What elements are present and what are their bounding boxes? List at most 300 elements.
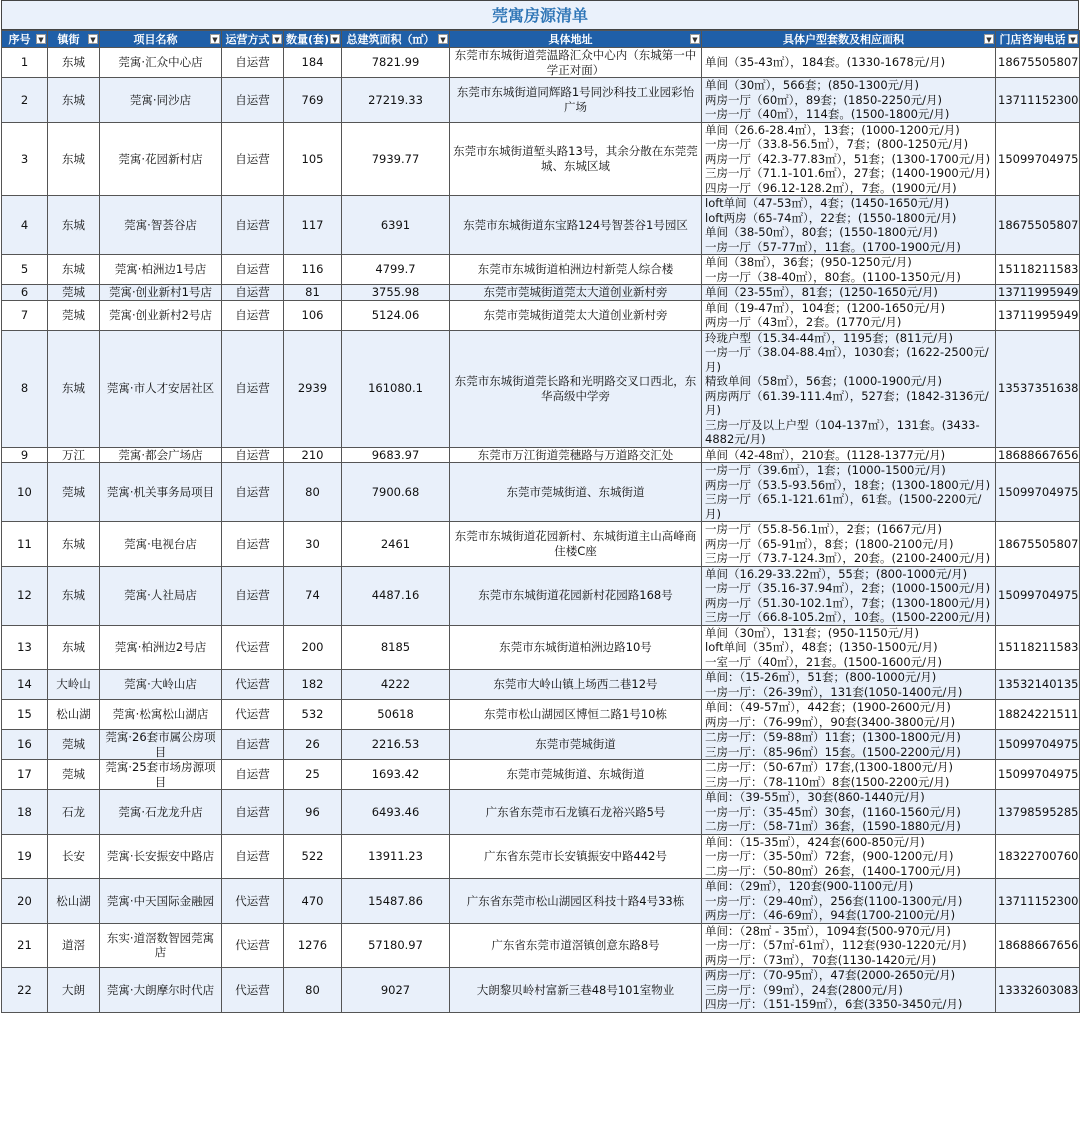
header-town[interactable]: 镇街 ▼ (48, 31, 100, 48)
detail-line: 单间（30㎡），131套；(950-1150元/月) (705, 625, 920, 640)
cell-area: 27219.33 (342, 78, 450, 123)
cell-qty: 210 (284, 447, 342, 463)
cell-qty: 80 (284, 968, 342, 1013)
cell-details (702, 78, 996, 123)
cell-town: 道滘 (48, 923, 100, 968)
cell-name: 莞寓·大岭山店 (100, 670, 222, 700)
detail-line: 两房一厅：（73㎡），70套(1130-1420元/月) (705, 952, 937, 967)
cell-mode: 自运营 (222, 463, 284, 522)
cell-town: 东城 (48, 122, 100, 196)
table-row (2, 48, 1080, 78)
detail-line: 三房一厅（73.7-124.3㎡），20套。(2100-2400元/月) (705, 551, 991, 565)
cell-mode: 自运营 (222, 790, 284, 835)
cell-qty: 26 (284, 730, 342, 760)
table-row (2, 760, 1080, 790)
detail-line: 三房一厅（71.1-101.6㎡），27套；(1400-1900元/月) (705, 166, 991, 180)
detail-line: 单间（19-47㎡），104套；(1200-1650元/月) (705, 300, 946, 315)
detail-line: 两房两厅（61.39-111.4㎡），527套；(1842-3136元/ (705, 388, 989, 403)
cell-town: 东城 (48, 625, 100, 670)
cell-mode: 自运营 (222, 760, 284, 790)
cell-town: 东城 (48, 196, 100, 255)
detail-line: 两房一厅（60㎡），89套；(1850-2250元/月) (705, 92, 943, 107)
table-row (2, 923, 1080, 968)
cell-phone: 13537351638 (996, 330, 1080, 447)
table-row (2, 790, 1080, 835)
cell-name: 莞寓·市人才安居社区 (100, 330, 222, 447)
cell-details (702, 790, 996, 835)
cell-area: 15487.86 (342, 879, 450, 924)
detail-line: 月) (705, 359, 721, 374)
cell-name: 莞寓·都会广场店 (100, 447, 222, 463)
cell-qty: 105 (284, 122, 342, 196)
cell-address: 东莞市东城街道同辉路1号同沙科技工业园彩怡广场 (450, 78, 702, 123)
detail-line: 月) (705, 403, 721, 417)
table-row (2, 447, 1080, 463)
cell-name: 莞寓·石龙龙升店 (100, 790, 222, 835)
cell-no: 13 (2, 625, 48, 670)
header-details[interactable]: 具体户型套数及相应面积 ▼ (702, 31, 996, 48)
detail-line: 单间（42-48㎡），210套。(1128-1377元/月) (705, 447, 946, 462)
cell-details (702, 463, 996, 522)
detail-line: 二房一厅：（50-80㎡）26套，(1400-1700元/月) (705, 863, 961, 878)
cell-qty: 2939 (284, 330, 342, 447)
cell-mode: 自运营 (222, 730, 284, 760)
header-address[interactable]: 具体地址 ▼ (450, 31, 702, 48)
cell-phone: 18675505807 (996, 522, 1080, 567)
cell-qty: 96 (284, 790, 342, 835)
header-qty[interactable]: 数量(套) ▼ (284, 31, 342, 48)
detail-line: 两房一厅（65-91㎡），8套；(1800-2100元/月) (705, 536, 954, 551)
detail-line: 玲珑户型（15.34-44㎡），1195套；(811元/月) (705, 330, 954, 345)
cell-area: 9027 (342, 968, 450, 1013)
cell-phone: 13711995949 (996, 285, 1080, 301)
cell-mode: 自运营 (222, 255, 284, 285)
cell-name: 莞寓·人社局店 (100, 566, 222, 625)
table-row (2, 255, 1080, 285)
detail-line: 一房一厅：（57㎡-61㎡），112套(930-1220元/月) (705, 938, 967, 952)
detail-line: 两房一厅：（70-95㎡），47套(2000-2650元/月) (705, 968, 956, 982)
cell-qty: 80 (284, 463, 342, 522)
cell-address: 东莞市东城街道花园新村花园路168号 (450, 566, 702, 625)
detail-line: 一房一厅（55.8-56.1㎡），2套；(1667元/月) (705, 522, 943, 536)
header-phone[interactable]: 门店咨询电话 ▼ (996, 31, 1080, 48)
cell-town: 莞城 (48, 463, 100, 522)
cell-no: 12 (2, 566, 48, 625)
table-row (2, 522, 1080, 567)
cell-details (702, 122, 996, 196)
cell-name: 莞寓·创业新村1号店 (100, 285, 222, 301)
table-row (2, 879, 1080, 924)
cell-town: 东城 (48, 78, 100, 123)
cell-no: 8 (2, 330, 48, 447)
cell-mode: 自运营 (222, 447, 284, 463)
detail-line: 单间（38㎡），36套；(950-1250元/月) (705, 255, 912, 269)
cell-no: 9 (2, 447, 48, 463)
cell-area: 6391 (342, 196, 450, 255)
cell-name: 莞寓·松寓松山湖店 (100, 700, 222, 730)
cell-address: 东莞市东城街道花园新村、东城街道主山高峰商住楼C座 (450, 522, 702, 567)
detail-line: 一房一厅（57-77㎡），11套。(1700-1900元/月) (705, 239, 961, 254)
filter-dropdown-icon[interactable]: ▼ (1068, 34, 1078, 44)
cell-no: 17 (2, 760, 48, 790)
cell-address: 广东省东莞市石龙镇石龙裕兴路5号 (450, 790, 702, 835)
detail-line: 二房一厅：（59-88㎡）11套；(1300-1800元/月) (705, 730, 961, 744)
cell-area: 50618 (342, 700, 450, 730)
cell-address: 广东省东莞市道滘镇创意东路8号 (450, 923, 702, 968)
cell-area: 161080.1 (342, 330, 450, 447)
detail-line: 单间：（15-26㎡），51套；(800-1000元/月) (705, 670, 937, 684)
cell-details (702, 255, 996, 285)
cell-qty: 1276 (284, 923, 342, 968)
detail-line: 单间（35-43㎡），184套。(1330-1678元/月) (705, 55, 946, 70)
page-title: 莞寓房源清单 (1, 0, 1079, 30)
cell-name: 莞寓·智荟谷店 (100, 196, 222, 255)
filter-dropdown-icon[interactable]: ▼ (272, 34, 282, 44)
cell-mode: 自运营 (222, 330, 284, 447)
cell-town: 万江 (48, 447, 100, 463)
detail-line: 单间（16.29-33.22㎡），55套；(800-1000元/月) (705, 566, 968, 581)
table-row (2, 730, 1080, 760)
detail-line: 两房一厅：（46-69㎡），94套(1700-2100元/月) (705, 908, 956, 922)
cell-qty: 30 (284, 522, 342, 567)
filter-dropdown-icon[interactable]: ▼ (690, 34, 700, 44)
table-row (2, 463, 1080, 522)
cell-address: 东莞市万江街道莞穗路与万道路交汇处 (450, 447, 702, 463)
table-row (2, 566, 1080, 625)
cell-town: 莞城 (48, 285, 100, 301)
cell-address: 东莞市大岭山镇上场西二巷12号 (450, 670, 702, 700)
cell-area: 3755.98 (342, 285, 450, 301)
cell-mode: 自运营 (222, 566, 284, 625)
cell-town: 东城 (48, 522, 100, 567)
cell-qty: 200 (284, 625, 342, 670)
detail-line: 三房一厅（66.8-105.2㎡），10套。(1500-2200元/月) (705, 610, 991, 624)
cell-name: 莞寓·机关事务局项目 (100, 463, 222, 522)
cell-name: 东实·道滘数智园莞寓店 (100, 923, 222, 968)
cell-no: 2 (2, 78, 48, 123)
header-row (2, 31, 1080, 48)
cell-mode: 代运营 (222, 968, 284, 1013)
detail-line: loft单间（47-53㎡），4套；(1450-1650元/月) (705, 196, 950, 210)
detail-line: 三房一厅：（78-110㎡）8套(1500-2200元/月) (705, 774, 950, 789)
detail-line: 单间：（15-35㎡），424套(600-850元/月) (705, 834, 925, 849)
cell-qty: 116 (284, 255, 342, 285)
cell-name: 莞寓·26套市属公房项目 (100, 730, 222, 760)
cell-no: 16 (2, 730, 48, 760)
cell-details (702, 522, 996, 567)
cell-area: 1693.42 (342, 760, 450, 790)
cell-phone: 15099704975 (996, 730, 1080, 760)
cell-details (702, 670, 996, 700)
cell-details (702, 760, 996, 790)
table-row (2, 625, 1080, 670)
detail-line: 两房一厅（43㎡），2套。(1770元/月) (705, 315, 902, 329)
cell-no: 10 (2, 463, 48, 522)
detail-line: 一房一厅：（35-45㎡）30套，(1160-1560元/月) (705, 804, 961, 819)
cell-address: 东莞市东城街道东宝路124号智荟谷1号园区 (450, 196, 702, 255)
detail-line: 一房一厅：（26-39㎡），131套(1050-1400元/月) (705, 684, 963, 699)
cell-details (702, 879, 996, 924)
cell-name: 莞寓·柏洲边2号店 (100, 625, 222, 670)
cell-area: 5124.06 (342, 300, 450, 330)
header-no[interactable]: 序号 ▼ (2, 31, 48, 48)
table-row (2, 330, 1080, 447)
cell-mode: 自运营 (222, 834, 284, 879)
cell-qty: 522 (284, 834, 342, 879)
cell-phone: 13711152300 (996, 879, 1080, 924)
detail-line: loft单间（35㎡），48套；(1350-1500元/月) (705, 640, 938, 654)
filter-dropdown-icon[interactable]: ▼ (330, 34, 340, 44)
cell-address: 东莞市东城街道莞长路和光明路交叉口西北，东华高级中学旁 (450, 330, 702, 447)
cell-no: 22 (2, 968, 48, 1013)
detail-line: 四房一厅（96.12-128.2㎡），7套。(1900元/月) (705, 180, 957, 195)
detail-line: 单间（30㎡），566套；(850-1300元/月) (705, 78, 920, 92)
cell-area: 9683.97 (342, 447, 450, 463)
cell-details (702, 48, 996, 78)
detail-line: 一房一厅（38-40㎡），80套。(1100-1350元/月) (705, 269, 961, 284)
cell-name: 莞寓·长安振安中路店 (100, 834, 222, 879)
cell-mode: 自运营 (222, 522, 284, 567)
cell-qty: 182 (284, 670, 342, 700)
cell-mode: 代运营 (222, 625, 284, 670)
table-row (2, 834, 1080, 879)
detail-line: 一房一厅（38.04-88.4㎡），1030套；(1622-2500元/ (705, 345, 989, 359)
cell-details (702, 330, 996, 447)
cell-mode: 自运营 (222, 78, 284, 123)
detail-line: 两房一厅（42.3-77.83㎡），51套；(1300-1700元/月) (705, 151, 991, 166)
cell-phone: 15099704975 (996, 463, 1080, 522)
cell-name: 莞寓·大朗摩尔时代店 (100, 968, 222, 1013)
cell-address: 大朗黎贝岭村富新三巷48号101室物业 (450, 968, 702, 1013)
cell-phone: 15099704975 (996, 566, 1080, 625)
cell-no: 18 (2, 790, 48, 835)
detail-line: 一室一厅（40㎡），21套。(1500-1600元/月) (705, 654, 943, 669)
cell-details (702, 625, 996, 670)
cell-name: 莞寓·中天国际金融园 (100, 879, 222, 924)
cell-phone: 13711995949 (996, 300, 1080, 330)
cell-phone: 18675505807 (996, 48, 1080, 78)
cell-no: 3 (2, 122, 48, 196)
housing-table (1, 30, 1080, 1013)
cell-no: 7 (2, 300, 48, 330)
cell-town: 莞城 (48, 300, 100, 330)
detail-line: 单间：（39-55㎡），30套(860-1440元/月) (705, 790, 925, 804)
cell-mode: 自运营 (222, 300, 284, 330)
cell-area: 7821.99 (342, 48, 450, 78)
detail-line: 单间（23-55㎡），81套；(1250-1650元/月) (705, 285, 938, 299)
cell-address: 东莞市莞城街道、东城街道 (450, 760, 702, 790)
cell-details (702, 700, 996, 730)
cell-phone: 15099704975 (996, 122, 1080, 196)
detail-line: 一房一厅：（29-40㎡），256套(1100-1300元/月) (705, 893, 963, 908)
cell-qty: 470 (284, 879, 342, 924)
table-row (2, 122, 1080, 196)
filter-dropdown-icon[interactable]: ▼ (984, 34, 994, 44)
cell-details (702, 923, 996, 968)
cell-no: 1 (2, 48, 48, 78)
cell-qty: 25 (284, 760, 342, 790)
cell-town: 石龙 (48, 790, 100, 835)
cell-phone: 13711152300 (996, 78, 1080, 123)
detail-line: 一房一厅：（35-50㎡）72套，(900-1200元/月) (705, 849, 954, 863)
header-name[interactable]: 项目名称 ▼ (100, 31, 222, 48)
cell-no: 21 (2, 923, 48, 968)
cell-town: 莞城 (48, 760, 100, 790)
cell-qty: 117 (284, 196, 342, 255)
detail-line: 单间（26.6-28.4㎡），13套；(1000-1200元/月) (705, 122, 960, 137)
cell-phone: 18322700760 (996, 834, 1080, 879)
cell-phone: 15118211583 (996, 255, 1080, 285)
header-area[interactable]: 总建筑面积（㎡） ▼ (342, 31, 450, 48)
cell-town: 松山湖 (48, 700, 100, 730)
cell-address: 广东省东莞市长安镇振安中路442号 (450, 834, 702, 879)
cell-address: 东莞市松山湖园区博恒二路1号10栋 (450, 700, 702, 730)
cell-qty: 532 (284, 700, 342, 730)
detail-line: 三房一厅：（99㎡），24套(2800元/月) (705, 982, 903, 997)
detail-line: 两房一厅：（76-99㎡），90套(3400-3800元/月) (705, 714, 956, 729)
detail-line: 二房一厅：（50-67㎡）17套,(1300-1800元/月) (705, 760, 953, 774)
cell-address: 广东省东莞市松山湖园区科技十路4号33栋 (450, 879, 702, 924)
cell-phone: 15118211583 (996, 625, 1080, 670)
cell-town: 莞城 (48, 730, 100, 760)
table-row (2, 196, 1080, 255)
cell-area: 2461 (342, 522, 450, 567)
cell-details (702, 300, 996, 330)
detail-line: 单间：（28㎡ - 35㎡），1094套(500-970元/月) (705, 923, 951, 938)
cell-address: 东莞市莞城街道莞太大道创业新村旁 (450, 285, 702, 301)
detail-line: loft两房（65-74㎡），22套；(1550-1800元/月) (705, 210, 957, 225)
cell-area: 4222 (342, 670, 450, 700)
cell-name: 莞寓·柏洲边1号店 (100, 255, 222, 285)
cell-mode: 自运营 (222, 196, 284, 255)
detail-line: 两房一厅（51.30-102.1㎡），7套；(1300-1800元/月) (705, 595, 991, 610)
table-row (2, 285, 1080, 301)
table-row (2, 968, 1080, 1013)
table-row (2, 700, 1080, 730)
cell-name: 莞寓·花园新村店 (100, 122, 222, 196)
cell-mode: 代运营 (222, 700, 284, 730)
cell-address: 东莞市莞城街道、东城街道 (450, 463, 702, 522)
cell-details (702, 834, 996, 879)
cell-address: 东莞市莞城街道莞太大道创业新村旁 (450, 300, 702, 330)
cell-town: 长安 (48, 834, 100, 879)
cell-qty: 74 (284, 566, 342, 625)
cell-qty: 81 (284, 285, 342, 301)
cell-phone: 18688667656 (996, 447, 1080, 463)
table-row (2, 300, 1080, 330)
cell-phone: 13532140135 (996, 670, 1080, 700)
cell-phone: 13332603083 (996, 968, 1080, 1013)
cell-no: 11 (2, 522, 48, 567)
cell-area: 13911.23 (342, 834, 450, 879)
cell-no: 6 (2, 285, 48, 301)
cell-no: 14 (2, 670, 48, 700)
cell-town: 东城 (48, 255, 100, 285)
cell-town: 大岭山 (48, 670, 100, 700)
detail-line: 两房一厅（53.5-93.56㎡），18套；(1300-1800元/月) (705, 477, 991, 492)
detail-line: 一房一厅（40㎡），114套。(1500-1800元/月) (705, 107, 950, 121)
cell-address: 东莞市东城街道柏洲边路10号 (450, 625, 702, 670)
cell-no: 15 (2, 700, 48, 730)
cell-details (702, 285, 996, 301)
filter-dropdown-icon[interactable]: ▼ (36, 34, 46, 44)
cell-address: 东莞市莞城街道 (450, 730, 702, 760)
filter-dropdown-icon[interactable]: ▼ (438, 34, 448, 44)
cell-no: 19 (2, 834, 48, 879)
cell-mode: 自运营 (222, 122, 284, 196)
cell-address: 东莞市东城街道柏洲边村新莞人综合楼 (450, 255, 702, 285)
cell-area: 7939.77 (342, 122, 450, 196)
cell-mode: 代运营 (222, 879, 284, 924)
cell-name: 莞寓·同沙店 (100, 78, 222, 123)
cell-area: 4487.16 (342, 566, 450, 625)
cell-address: 东莞市东城街道莞温路汇众中心内（东城第一中学正对面） (450, 48, 702, 78)
cell-qty: 769 (284, 78, 342, 123)
cell-area: 57180.97 (342, 923, 450, 968)
filter-dropdown-icon[interactable]: ▼ (88, 34, 98, 44)
cell-details (702, 566, 996, 625)
cell-no: 20 (2, 879, 48, 924)
cell-area: 4799.7 (342, 255, 450, 285)
cell-phone: 18824221511 (996, 700, 1080, 730)
cell-area: 7900.68 (342, 463, 450, 522)
cell-details (702, 968, 996, 1013)
detail-line: 单间：（29㎡），120套(900-1100元/月) (705, 879, 914, 893)
cell-mode: 代运营 (222, 670, 284, 700)
detail-line: 一房一厅（35.16-37.94㎡），2套；(1000-1500元/月) (705, 581, 991, 595)
cell-phone: 18675505807 (996, 196, 1080, 255)
cell-no: 4 (2, 196, 48, 255)
cell-phone: 13798595285 (996, 790, 1080, 835)
cell-area: 8185 (342, 625, 450, 670)
detail-line: 四房一厅：（151-159㎡），6套(3350-3450元/月) (705, 997, 963, 1011)
table-row (2, 670, 1080, 700)
cell-town: 大朗 (48, 968, 100, 1013)
detail-line: 一房一厅（39.6㎡），1套；(1000-1500元/月) (705, 463, 946, 477)
cell-mode: 代运营 (222, 923, 284, 968)
cell-name: 莞寓·创业新村2号店 (100, 300, 222, 330)
detail-line: 精致单间（58㎡），56套；(1000-1900元/月) (705, 374, 943, 388)
cell-name: 莞寓·电视台店 (100, 522, 222, 567)
cell-area: 6493.46 (342, 790, 450, 835)
filter-dropdown-icon[interactable]: ▼ (210, 34, 220, 44)
cell-details (702, 447, 996, 463)
detail-line: 三房一厅及以上户型（104-137㎡），131套。(3433- (705, 417, 980, 432)
table-row (2, 78, 1080, 123)
cell-mode: 自运营 (222, 285, 284, 301)
cell-name: 莞寓·汇众中心店 (100, 48, 222, 78)
cell-name: 莞寓·25套市场房源项目 (100, 760, 222, 790)
cell-qty: 184 (284, 48, 342, 78)
detail-line: 二房一厅：（58-71㎡）36套，(1590-1880元/月) (705, 819, 961, 833)
header-mode[interactable]: 运营方式 ▼ (222, 31, 284, 48)
cell-phone: 15099704975 (996, 760, 1080, 790)
cell-address: 东莞市东城街道堑头路13号，其余分散在东莞莞城、东城区域 (450, 122, 702, 196)
cell-mode: 自运营 (222, 48, 284, 78)
detail-line: 单间（38-50㎡），80套；(1550-1800元/月) (705, 225, 938, 239)
cell-no: 5 (2, 255, 48, 285)
cell-details (702, 196, 996, 255)
cell-town: 东城 (48, 330, 100, 447)
cell-details (702, 730, 996, 760)
cell-qty: 106 (284, 300, 342, 330)
cell-phone: 18688667656 (996, 923, 1080, 968)
detail-line: 一房一厅（33.8-56.5㎡），7套；(800-1250元/月) (705, 137, 969, 151)
cell-town: 松山湖 (48, 879, 100, 924)
cell-town: 东城 (48, 48, 100, 78)
cell-town: 东城 (48, 566, 100, 625)
detail-line: 单间：（49-57㎡），442套；(1900-2600元/月) (705, 700, 951, 714)
